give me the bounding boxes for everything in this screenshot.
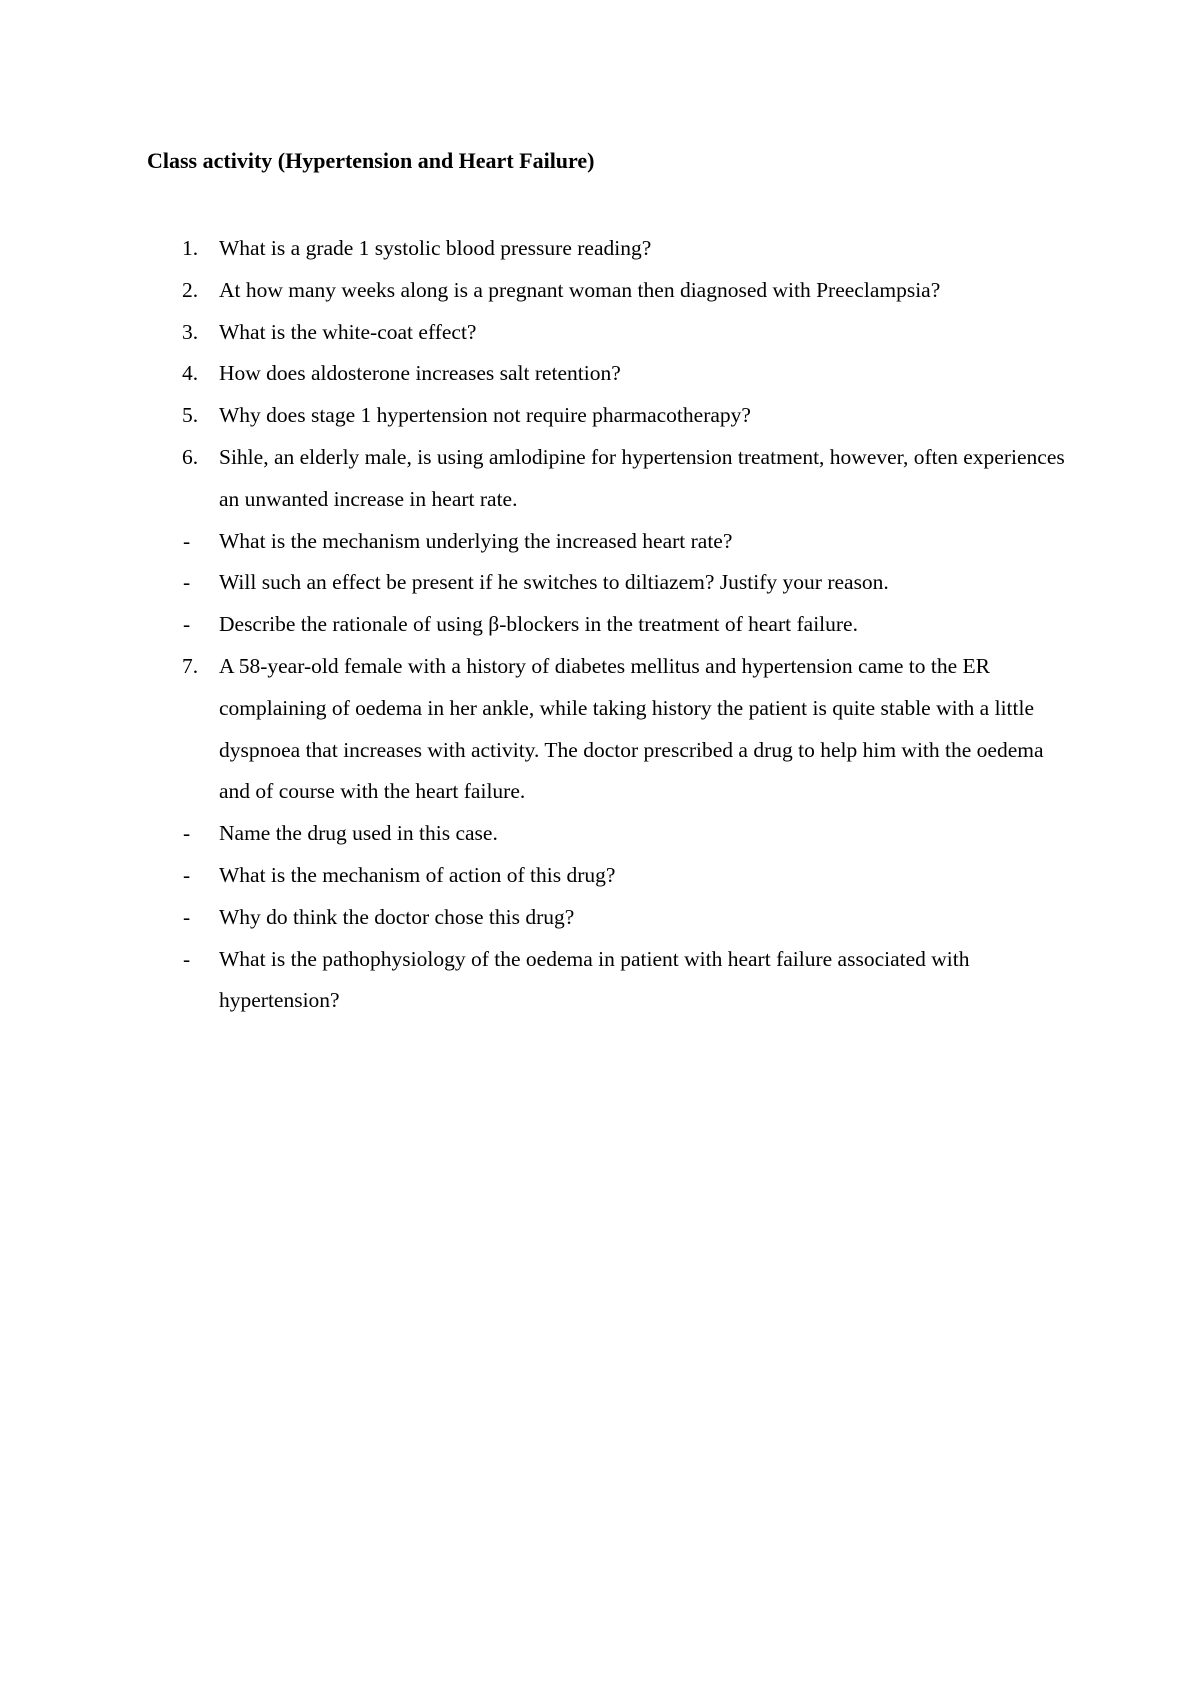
question-text: Will such an effect be present if he switches to diltiazem? Justify your reason.	[219, 570, 889, 595]
question-text: What is the pathophysiology of the oedema in patient with heart failure associated with hypertension?	[219, 946, 970, 1013]
sub-question-item	[0, 604, 1069, 646]
question-text: What is the mechanism of action of this drug?	[219, 862, 616, 887]
sub-question-item	[0, 521, 1069, 563]
list-marker: 3.	[182, 319, 199, 344]
question-list	[0, 228, 1200, 1022]
question-text: Name the drug used in this case.	[219, 821, 498, 846]
list-marker: -	[183, 570, 191, 595]
question-text: What is a grade 1 systolic blood pressure reading?	[219, 236, 652, 260]
sub-question-item	[0, 939, 1069, 1023]
list-marker: -	[183, 862, 191, 887]
list-marker: -	[183, 946, 191, 971]
question-item	[0, 270, 1069, 312]
list-marker: 6.	[182, 444, 199, 469]
question-item	[0, 353, 1069, 395]
sub-question-item	[0, 562, 1069, 604]
sub-question-item	[0, 897, 1069, 939]
list-marker: 2.	[182, 277, 199, 302]
list-marker: 7.	[182, 653, 199, 678]
question-text: How does aldosterone increases salt retention?	[219, 361, 621, 386]
list-marker: 1.	[182, 236, 199, 260]
question-item	[0, 395, 1069, 437]
question-item	[0, 228, 1069, 270]
document-title: Class activity (Hypertension and Heart Failure)	[147, 148, 595, 173]
question-text: At how many weeks along is a pregnant woman then diagnosed with Preeclampsia?	[219, 277, 941, 302]
question-text: A 58-year-old female with a history of diabetes mellitus and hypertension came to the ER complaining of oedema in her ankle, while taking history the patient is quite stable with a little dyspnoea that increases with activity. The doctor prescribed a drug to help him with the oedema and of course with the heart failure.	[219, 653, 1044, 804]
question-text: Sihle, an elderly male, is using amlodipine for hypertension treatment, however, often experiences an unwanted increase in heart rate.	[219, 444, 1065, 511]
question-text: What is the white-coat effect?	[219, 319, 477, 344]
list-marker: -	[183, 821, 191, 846]
question-item	[0, 437, 1069, 521]
question-item	[0, 646, 1069, 813]
list-marker: 4.	[182, 361, 199, 386]
question-text: What is the mechanism underlying the increased heart rate?	[219, 528, 733, 553]
list-marker: -	[183, 612, 191, 637]
question-item	[0, 312, 1069, 354]
list-marker: 5.	[182, 403, 199, 428]
sub-question-item	[0, 855, 1069, 897]
question-text: Why do think the doctor chose this drug?	[219, 904, 575, 929]
list-marker: -	[183, 528, 191, 553]
question-text: Why does stage 1 hypertension not require pharmacotherapy?	[219, 403, 751, 428]
sub-question-item	[0, 813, 1069, 855]
question-text: Describe the rationale of using β-blockers in the treatment of heart failure.	[219, 612, 858, 637]
list-marker: -	[183, 904, 191, 929]
